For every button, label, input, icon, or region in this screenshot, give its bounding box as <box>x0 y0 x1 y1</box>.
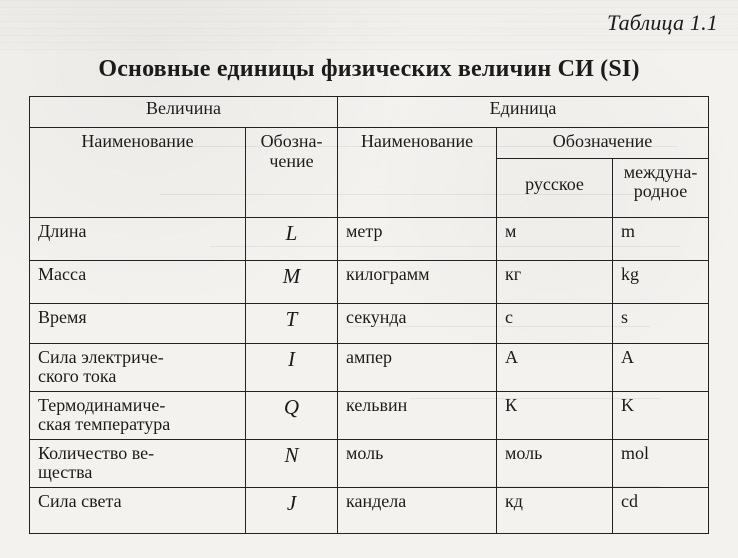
table-row <box>30 218 709 261</box>
international-symbol-cell: mol <box>613 439 709 487</box>
units-table <box>29 96 709 534</box>
russian-symbol-cell: моль <box>497 439 613 487</box>
russian-symbol-cell: А <box>497 343 613 391</box>
symbol-cell: T <box>246 303 338 343</box>
international-header: междуна- родное <box>613 158 709 218</box>
international-symbol-cell: K <box>613 391 709 439</box>
table-row <box>30 439 709 487</box>
table-row <box>30 261 709 304</box>
russian-symbol-cell: К <box>497 391 613 439</box>
international-symbol-cell: kg <box>613 261 709 304</box>
russian-symbol-cell: с <box>497 303 613 343</box>
symbol-cell: L <box>246 218 338 261</box>
international-symbol-cell: A <box>613 343 709 391</box>
table-row <box>30 343 709 391</box>
quantity-cell: Количество ве- щества <box>30 439 246 487</box>
symbol-header: Обозна- чение <box>246 128 338 218</box>
units-table-wrapper <box>29 96 708 534</box>
designation-header: Обозначение <box>497 128 709 158</box>
russian-symbol-cell: м <box>497 218 613 261</box>
header-row-1 <box>30 97 709 128</box>
symbol-cell: N <box>246 439 338 487</box>
symbol-cell: I <box>246 343 338 391</box>
international-symbol-cell: m <box>613 218 709 261</box>
quantity-cell: Сила света <box>30 487 246 533</box>
unit-name-cell: килограмм <box>338 261 497 304</box>
quantity-cell: Термодинамиче- ская температура <box>30 391 246 439</box>
unit-name-cell: моль <box>338 439 497 487</box>
table-row <box>30 391 709 439</box>
table-title: Основные единицы физических величин СИ (SI) <box>98 56 640 82</box>
quantity-group-header: Величина <box>30 97 338 128</box>
quantity-cell: Время <box>30 303 246 343</box>
quantity-cell: Масса <box>30 261 246 304</box>
unit-name-header: Наименование <box>338 128 497 218</box>
table-caption: Таблица 1.1 <box>606 10 718 35</box>
russian-symbol-cell: кд <box>497 487 613 533</box>
symbol-cell: Q <box>246 391 338 439</box>
quantity-cell: Сила электриче- ского тока <box>30 343 246 391</box>
unit-name-cell: кельвин <box>338 391 497 439</box>
russian-symbol-cell: кг <box>497 261 613 304</box>
symbol-cell: J <box>246 487 338 533</box>
symbol-cell: M <box>246 261 338 304</box>
unit-name-cell: кандела <box>338 487 497 533</box>
unit-group-header: Единица <box>338 97 709 128</box>
table-row <box>30 487 709 533</box>
international-symbol-cell: s <box>613 303 709 343</box>
unit-name-cell: ампер <box>338 343 497 391</box>
international-symbol-cell: cd <box>613 487 709 533</box>
name-header: Наименование <box>30 128 246 218</box>
header-row-2 <box>30 128 709 158</box>
unit-name-cell: метр <box>338 218 497 261</box>
russian-header: русское <box>497 158 613 218</box>
unit-name-cell: секунда <box>338 303 497 343</box>
table-row <box>30 303 709 343</box>
quantity-cell: Длина <box>30 218 246 261</box>
